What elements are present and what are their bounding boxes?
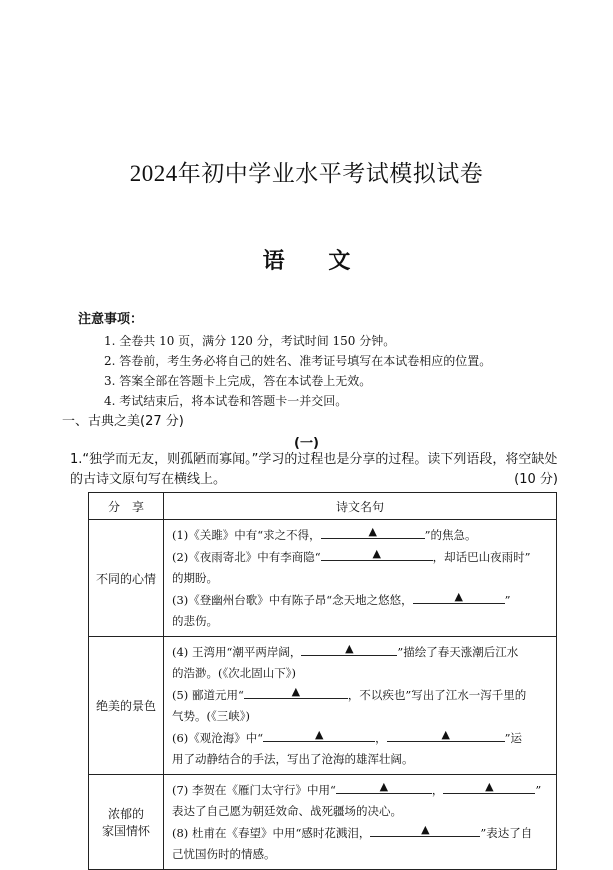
category-cell: 绝美的景色	[89, 637, 164, 775]
table-row	[89, 637, 557, 775]
category-cell	[89, 775, 164, 870]
table-row	[89, 775, 557, 870]
poem-line: (6)《观沧海》中“ ▲ ， ▲ ”运	[172, 728, 523, 745]
question-text: 1.“独学而无友，则孤陋而寡闻。”学习的过程也是分享的过程。读下列语段，将空缺处的古诗文原句写在横线上。	[70, 452, 558, 487]
poem-line: 的期盼。	[172, 571, 218, 585]
poem-line: 表达了自己愿为朝廷效命、战死疆场的决心。	[172, 804, 402, 818]
question-score: (10 分)	[514, 472, 558, 487]
poem-line: 用了动静结合的手法，写出了沧海的雄浑壮阔。	[172, 752, 414, 766]
header-cell: 诗文名句	[164, 493, 557, 520]
question-1	[70, 450, 560, 490]
header-cell: 分 享	[89, 493, 164, 520]
subject-title	[0, 244, 613, 275]
table-header-row	[89, 493, 557, 520]
poem-line: (7) 李贺在《雁门太守行》中用“ ▲ ， ▲ ”	[172, 780, 542, 797]
poem-line: (4) 王湾用“潮平两岸阔， ▲ ”描绘了春天涨潮后江水	[172, 642, 519, 659]
note-item: 1. 全卷共 10 页，满分 120 分，考试时间 150 分钟。	[104, 334, 396, 348]
note-item: 4. 考试结束后，将本试卷和答题卡一并交回。	[104, 394, 348, 408]
section-heading: 一、古典之美(27 分)	[62, 414, 184, 429]
lines-cell	[164, 520, 557, 637]
answer-blank[interactable]: ▲	[336, 779, 432, 794]
poem-line: (2)《夜雨寄北》中有李商隐“ ▲ ，却话巴山夜雨时”	[172, 547, 531, 564]
answer-blank[interactable]: ▲	[321, 546, 433, 561]
note-item: 2. 答卷前，考生务必将自己的姓名、准考证号填写在本试卷相应的位置。	[104, 354, 492, 368]
poem-line: (8) 杜甫在《春望》中用“感时花溅泪， ▲ ”表达了自	[172, 823, 533, 840]
answer-blank[interactable]: ▲	[244, 684, 348, 699]
category-cell: 不同的心情	[89, 520, 164, 637]
poem-line: (1)《关雎》中有“求之不得， ▲ ”的焦急。	[172, 525, 477, 542]
category-line: 家国情怀	[101, 824, 150, 838]
answer-blank[interactable]: ▲	[301, 641, 397, 656]
note-item: 3. 答案全部在答题卡上完成，答在本试卷上无效。	[104, 374, 372, 388]
answer-blank[interactable]: ▲	[370, 822, 480, 837]
page-title: 2024年初中学业水平考试模拟试卷	[129, 161, 484, 186]
poem-line: (5) 郦道元用“ ▲ ，不以疾也”写出了江水一泻千里的	[172, 685, 527, 702]
notes-heading: 注意事项：	[78, 312, 144, 327]
part-label: (一)	[294, 436, 319, 451]
poem-line: 己忧国伤时的情感。	[172, 847, 276, 861]
lines-cell	[164, 775, 557, 870]
subject-char: 语	[262, 249, 285, 274]
category-line: 浓郁的	[107, 807, 144, 821]
answer-blank[interactable]: ▲	[443, 779, 535, 794]
answer-blank[interactable]: ▲	[263, 727, 375, 742]
poem-line: 的浩渺。(《次北固山下》)	[172, 666, 296, 680]
lines-cell	[164, 637, 557, 775]
poem-table	[88, 492, 557, 870]
poem-line: (3)《登幽州台歌》中有陈子昂“念天地之悠悠， ▲ ”	[172, 590, 511, 607]
poem-line: 气势。(《三峡》)	[172, 709, 250, 723]
subject-char: 文	[328, 249, 351, 274]
answer-blank[interactable]: ▲	[413, 589, 505, 604]
answer-blank[interactable]: ▲	[321, 524, 425, 539]
answer-blank[interactable]: ▲	[387, 727, 505, 742]
table-row	[89, 520, 557, 637]
poem-line: 的悲伤。	[172, 614, 218, 628]
